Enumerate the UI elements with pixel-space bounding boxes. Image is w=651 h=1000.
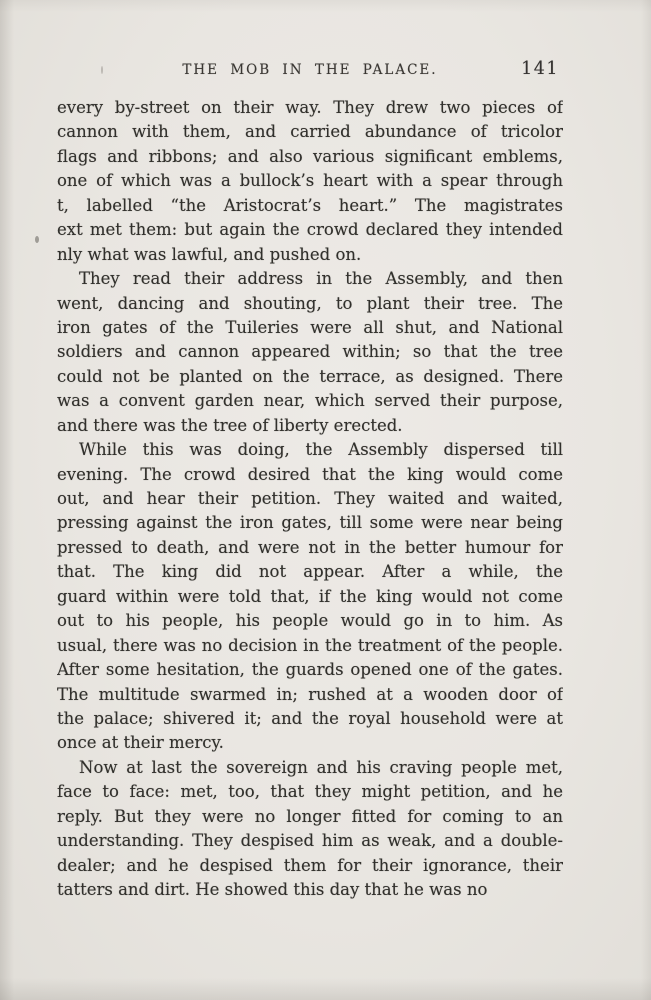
paragraph — [57, 267, 563, 438]
text-line: usual, there was no decision in the treatment of the people. — [57, 635, 563, 655]
page-header — [57, 59, 563, 82]
text-line: Now at last the sovereign and his craving people met, — [79, 757, 563, 777]
text-line: cannon with them, and carried abundance of tricolor — [57, 122, 563, 142]
text-line: went, dancing and shouting, to plant their tree. The — [57, 293, 563, 313]
text-line: While this was doing, the Assembly dispersed till — [79, 440, 563, 460]
text-block — [57, 96, 563, 902]
text-line: understanding. They despised him as weak, and a double- — [57, 831, 563, 851]
page-number: 141 — [521, 59, 559, 79]
text-line: reply. But they were no longer fitted for coming to an — [57, 806, 563, 826]
text-line: and there was the tree of liberty erected. — [57, 415, 403, 435]
text-line: ext met them: but again the crowd declared they intended — [57, 220, 563, 240]
text-line: nly what was lawful, and pushed on. — [57, 244, 362, 264]
text-line: guard within were told that, if the king would not come — [57, 586, 563, 606]
text-line: out to his people, his people would go in to him. As — [57, 611, 563, 631]
text-line: t, labelled “the Aristocrat’s heart.” The magistrates — [57, 195, 563, 215]
text-line: evening. The crowd desired that the king would come — [57, 464, 563, 484]
paragraph — [57, 438, 563, 756]
text-line: every by-street on their way. They drew two pieces of — [57, 98, 563, 117]
text-line: one of which was a bullock’s heart with a spear through — [57, 171, 563, 191]
text-line: soldiers and cannon appeared within; so that the tree — [57, 342, 563, 362]
paragraph — [57, 756, 563, 903]
text-line: iron gates of the Tuileries were all shut, and National — [57, 317, 563, 337]
ink-speck — [35, 236, 39, 243]
text-line: The multitude swarmed in; rushed at a wooden door of — [57, 684, 563, 704]
text-line: could not be planted on the terrace, as designed. There — [57, 366, 563, 386]
text-line: pressing against the iron gates, till some were near being — [57, 513, 563, 533]
text-line: After some hesitation, the guards opened one of the gates. — [57, 660, 563, 680]
text-line: once at their mercy. — [57, 733, 224, 753]
text-line: flags and ribbons; and also various significant emblems, — [57, 146, 563, 166]
paragraph — [57, 96, 563, 267]
ink-speck — [101, 66, 103, 74]
running-title: THE MOB IN THE PALACE. — [182, 62, 438, 78]
text-line: tatters and dirt. He showed this day that he was no — [57, 880, 488, 899]
text-line: face to face: met, too, that they might petition, and he — [57, 782, 563, 802]
text-line: that. The king did not appear. After a while, the — [57, 562, 563, 582]
text-line: dealer; and he despised them for their ignorance, their — [57, 855, 563, 875]
text-line: the palace; shivered it; and the royal household were at — [57, 708, 563, 728]
text-line: was a convent garden near, which served their purpose, — [57, 391, 563, 411]
text-line: They read their address in the Assembly, and then — [79, 269, 563, 289]
text-line: pressed to death, and were not in the better humour for — [57, 537, 563, 557]
text-line: out, and hear their petition. They waited and waited, — [57, 489, 563, 508]
